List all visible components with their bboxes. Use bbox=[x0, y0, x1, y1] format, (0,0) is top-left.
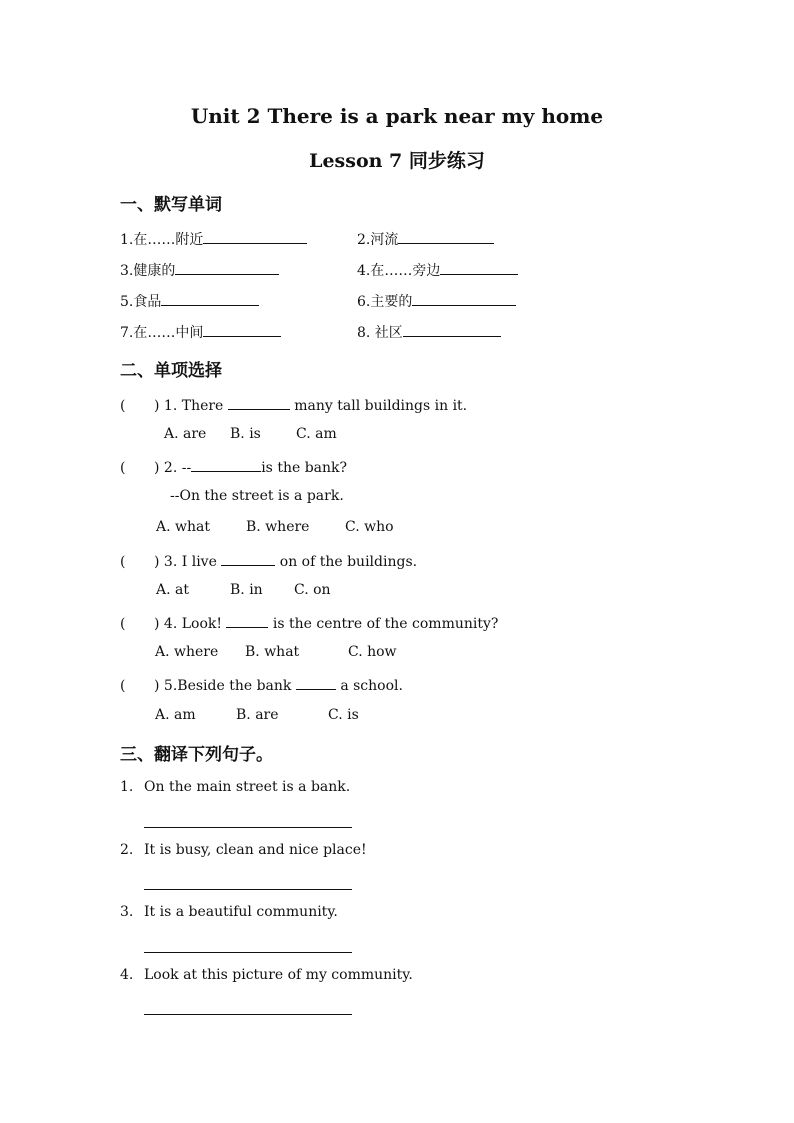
option: A. are bbox=[164, 426, 207, 442]
question-stem-end: is the bank? bbox=[261, 460, 348, 476]
answer-paren-close: ) bbox=[154, 554, 160, 570]
question-stem-start: 2. -- bbox=[163, 460, 192, 476]
translate-sentence: It is a beautiful community. bbox=[144, 904, 338, 920]
item-number: 4. bbox=[120, 967, 134, 983]
answer-blank bbox=[296, 675, 336, 690]
vocab-item bbox=[357, 291, 516, 311]
choice-question bbox=[120, 551, 417, 570]
option: A. where bbox=[155, 644, 219, 660]
translate-sentence: On the main street is a bank. bbox=[144, 779, 351, 795]
option: C. am bbox=[296, 426, 337, 442]
answer-paren-open: ( bbox=[120, 460, 126, 476]
question-stem-start: 4. Look! bbox=[163, 616, 222, 632]
answer-paren-close: ) bbox=[154, 678, 160, 694]
worksheet-title: Unit 2 There is a park near my home bbox=[190, 104, 604, 128]
answer-line bbox=[144, 826, 352, 828]
vocab-label: 5.食品 bbox=[120, 294, 162, 310]
question-stem-start: 1. There bbox=[163, 398, 224, 414]
answer-paren-open: ( bbox=[120, 678, 126, 694]
question-stem-end: is the centre of the community? bbox=[272, 616, 499, 632]
option: C. how bbox=[348, 644, 397, 660]
translate-sentence: Look at this picture of my community. bbox=[144, 967, 413, 983]
vocab-item bbox=[357, 322, 501, 342]
answer-line bbox=[144, 951, 352, 953]
answer-blank bbox=[221, 551, 275, 566]
question-stem-start: 3. I live bbox=[163, 554, 217, 570]
answer-blank bbox=[175, 260, 279, 275]
vocab-label: 4.在……旁边 bbox=[357, 263, 441, 279]
section-heading-choice: 二、单项选择 bbox=[120, 361, 222, 381]
worksheet-subtitle: Lesson 7 同步练习 bbox=[309, 150, 485, 172]
vocab-item bbox=[120, 322, 281, 342]
choice-question bbox=[120, 395, 467, 414]
answer-line bbox=[144, 888, 352, 890]
choice-question bbox=[120, 675, 403, 694]
answer-paren-open: ( bbox=[120, 616, 126, 632]
item-number: 2. bbox=[120, 842, 134, 858]
choice-question bbox=[120, 457, 347, 476]
translate-item bbox=[120, 779, 350, 795]
question-stem-end: many tall buildings in it. bbox=[294, 398, 468, 414]
option: C. is bbox=[328, 707, 359, 723]
option: A. what bbox=[156, 519, 210, 535]
answer-blank bbox=[440, 260, 518, 275]
answer-line bbox=[144, 1013, 352, 1015]
vocab-item bbox=[120, 229, 307, 249]
option: A. at bbox=[156, 582, 189, 598]
option: B. what bbox=[245, 644, 300, 660]
vocab-item bbox=[357, 229, 494, 249]
answer-paren-close: ) bbox=[154, 616, 160, 632]
question-dialogue-line: --On the street is a park. bbox=[170, 488, 344, 504]
section-heading-dictation: 一、默写单词 bbox=[120, 195, 222, 215]
question-stem-end: a school. bbox=[340, 678, 403, 694]
translate-item bbox=[120, 967, 413, 983]
vocab-label: 7.在……中间 bbox=[120, 325, 204, 341]
option: A. am bbox=[155, 707, 196, 723]
vocab-label: 2.河流 bbox=[357, 232, 399, 248]
answer-blank bbox=[161, 291, 259, 306]
answer-paren-open: ( bbox=[120, 398, 126, 414]
answer-blank bbox=[226, 613, 268, 628]
answer-paren-close: ) bbox=[154, 398, 160, 414]
answer-blank bbox=[203, 229, 307, 244]
option: B. are bbox=[236, 707, 279, 723]
option: B. where bbox=[246, 519, 310, 535]
question-stem-end: on of the buildings. bbox=[279, 554, 418, 570]
answer-blank bbox=[403, 322, 501, 337]
answer-blank bbox=[412, 291, 516, 306]
vocab-label: 3.健康的 bbox=[120, 263, 176, 279]
option: C. who bbox=[345, 519, 394, 535]
vocab-item bbox=[120, 260, 279, 280]
vocab-item bbox=[357, 260, 518, 280]
answer-paren-open: ( bbox=[120, 554, 126, 570]
item-number: 1. bbox=[120, 779, 134, 795]
choice-question bbox=[120, 613, 498, 632]
vocab-label: 1.在……附近 bbox=[120, 232, 204, 248]
question-stem-start: 5.Beside the bank bbox=[163, 678, 292, 694]
option: B. in bbox=[230, 582, 263, 598]
vocab-label: 8. 社区 bbox=[357, 325, 403, 341]
vocab-label: 6.主要的 bbox=[357, 294, 413, 310]
translate-sentence: It is busy, clean and nice place! bbox=[144, 842, 367, 858]
answer-blank bbox=[398, 229, 494, 244]
option: C. on bbox=[294, 582, 331, 598]
answer-paren-close: ) bbox=[154, 460, 160, 476]
translate-item bbox=[120, 842, 367, 858]
answer-blank bbox=[191, 457, 261, 472]
vocab-item bbox=[120, 291, 259, 311]
translate-item bbox=[120, 904, 338, 920]
section-heading-translate: 三、翻译下列句子。 bbox=[120, 745, 273, 765]
answer-blank bbox=[228, 395, 290, 410]
option: B. is bbox=[230, 426, 261, 442]
answer-blank bbox=[203, 322, 281, 337]
item-number: 3. bbox=[120, 904, 134, 920]
